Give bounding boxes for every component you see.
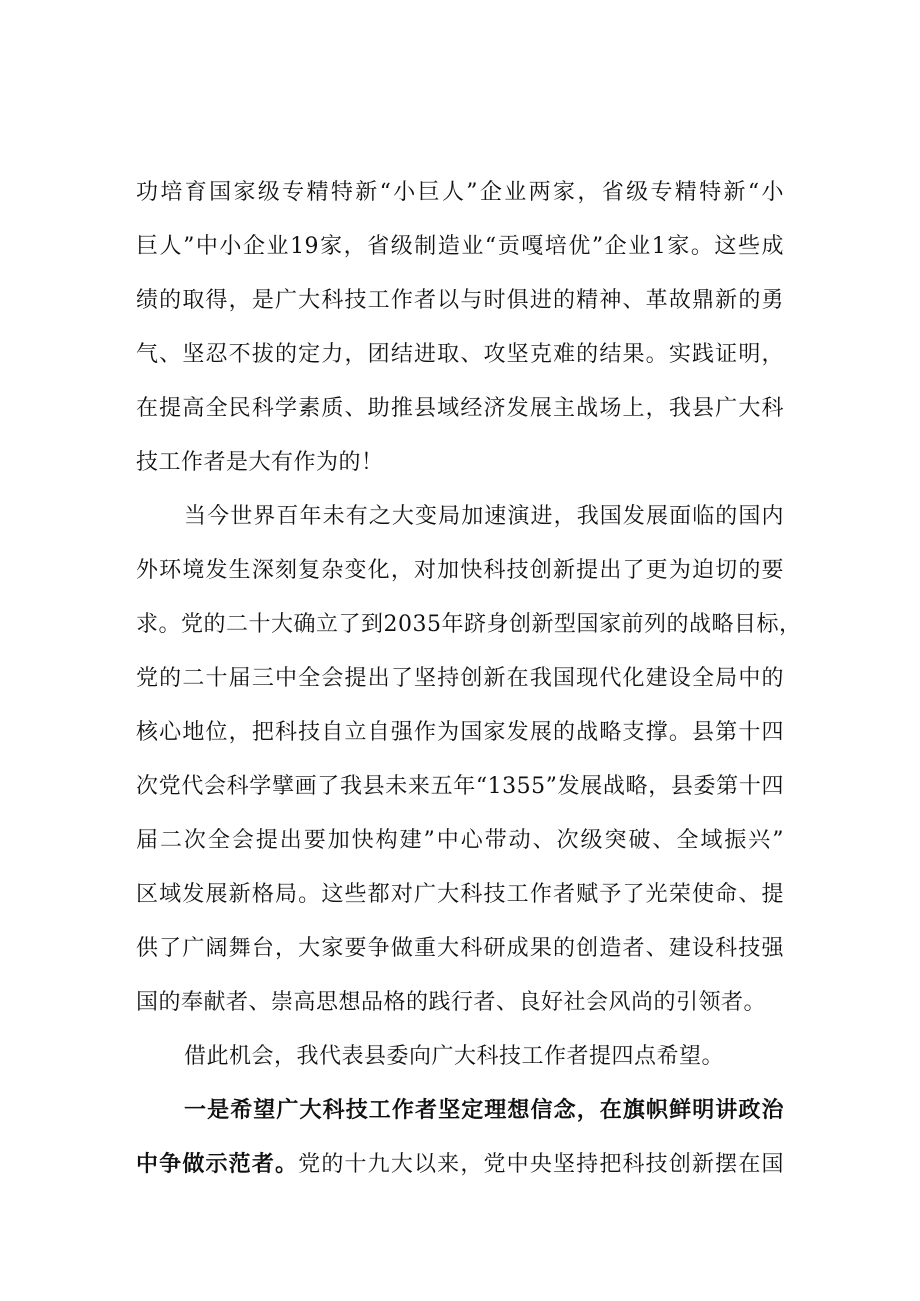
text-line: 国的奉献者、崇高思想品格的践行者、良好社会风尚的引领者。 bbox=[136, 990, 767, 1015]
text-line: 届二次全会提出要加快构建”中心带动、次级突破、全域振兴” bbox=[136, 828, 784, 853]
paragraph-1 bbox=[136, 166, 784, 490]
text-line: 技工作者是大有作为的！ bbox=[136, 450, 384, 475]
text-line: 在提高全民科学素质、助推县域经济发展主战场上，我县广大科 bbox=[136, 396, 784, 421]
body-text bbox=[136, 166, 802, 1192]
paragraph-4 bbox=[136, 1084, 784, 1192]
text-line: 当今世界百年未有之大变局加速演进，我国发展面临的国内 bbox=[184, 504, 784, 529]
body-text-span: 党的十九大以来，党中央坚持把科技创新摆在国 bbox=[298, 1152, 784, 1177]
bold-lead-text: 一是希望广大科技工作者坚定理想信念，在旗帜鲜明讲政治 bbox=[184, 1098, 784, 1123]
text-line: 党的二十届三中全会提出了坚持创新在我国现代化建设全局中的 bbox=[136, 666, 784, 691]
text-line: 巨人”中小企业19家，省级制造业“贡嘎培优”企业1家。这些成 bbox=[136, 234, 784, 259]
paragraph-2 bbox=[136, 490, 802, 1030]
paragraph-3 bbox=[136, 1030, 784, 1084]
text-line bbox=[136, 1138, 784, 1192]
text-line: 借此机会，我代表县委向广大科技工作者提四点希望。 bbox=[184, 1044, 725, 1069]
bold-lead-text: 中争做示范者。 bbox=[136, 1152, 299, 1177]
text-line bbox=[136, 1084, 784, 1138]
text-line: 气、坚忍不拔的定力，团结进取、攻坚克难的结果。实践证明， bbox=[136, 342, 784, 367]
text-line: 核心地位，把科技自立自强作为国家发展的战略支撑。县第十四 bbox=[136, 720, 784, 745]
text-line: 区域发展新格局。这些都对广大科技工作者赋予了光荣使命、提 bbox=[136, 882, 784, 907]
text-line: 供了广阔舞台，大家要争做重大科研成果的创造者、建设科技强 bbox=[136, 936, 784, 961]
text-line: 绩的取得，是广大科技工作者以与时俱进的精神、革故鼎新的勇 bbox=[136, 288, 784, 313]
text-line: 次党代会科学擘画了我县未来五年“1355”发展战略，县委第十四 bbox=[136, 774, 784, 799]
text-line: 求。党的二十大确立了到2035年跻身创新型国家前列的战略目标， bbox=[136, 612, 802, 637]
text-line: 功培育国家级专精特新“小巨人”企业两家，省级专精特新“小 bbox=[136, 180, 784, 205]
text-line: 外环境发生深刻复杂变化，对加快科技创新提出了更为迫切的要 bbox=[136, 558, 784, 583]
